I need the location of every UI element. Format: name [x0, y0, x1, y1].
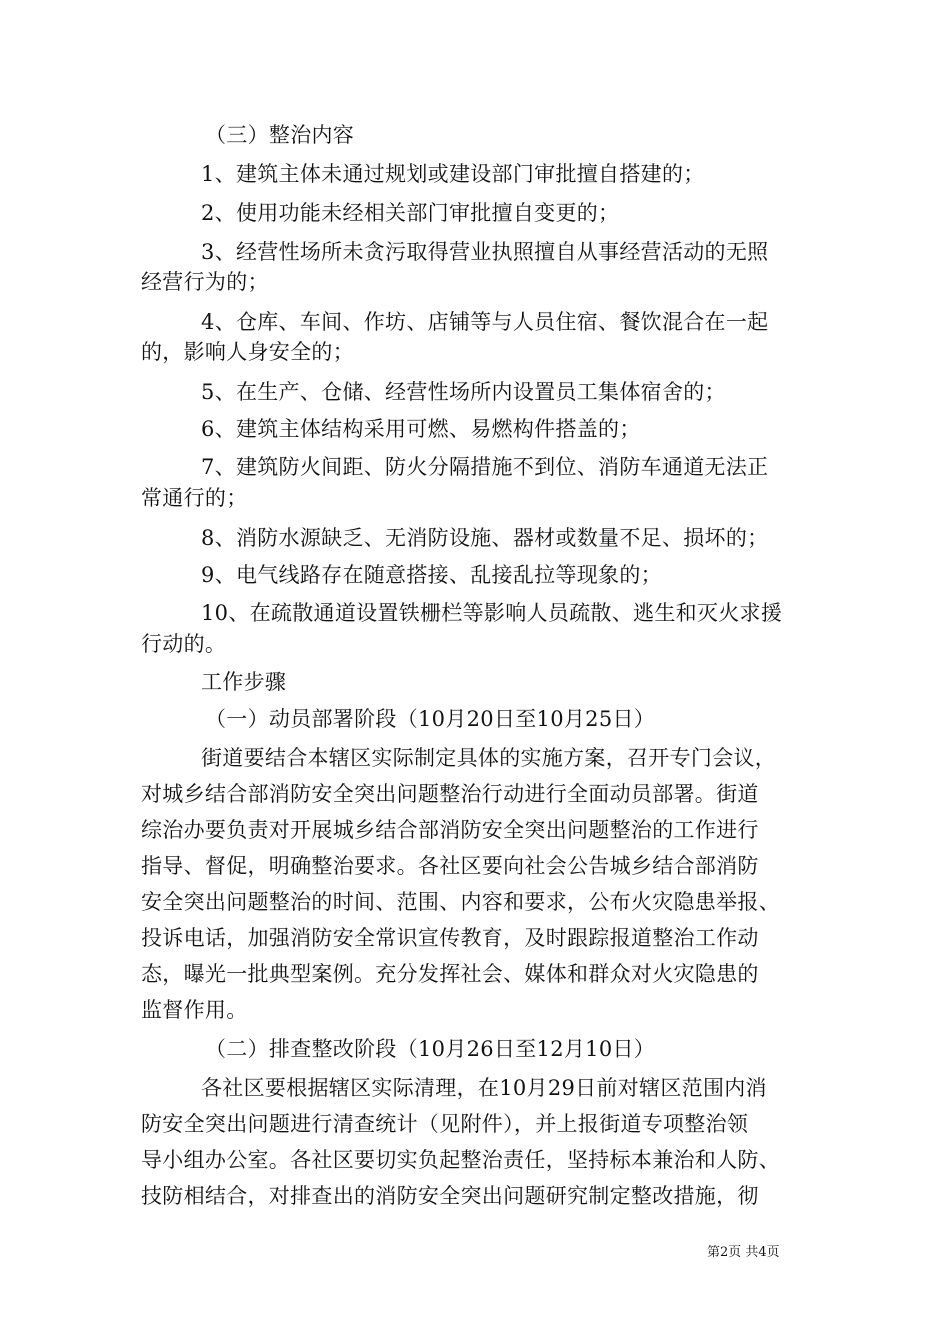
list-item-7-continued: 常通行的；: [141, 486, 248, 510]
list-item-5: 5、在生产、仓储、经营性场所内设置员工集体宿舍的；: [201, 380, 726, 404]
paragraph-line: 各社区要根据辖区实际清理，在10月29日前对辖区范围内消: [201, 1076, 767, 1100]
paragraph-line: 街道要结合本辖区实际制定具体的实施方案，召开专门会议，: [201, 746, 777, 770]
list-item-3-continued: 经营行为的；: [141, 270, 269, 294]
paragraph-line: 态，曝光一批典型案例。充分发挥社会、媒体和群众对火灾隐患的: [141, 962, 759, 986]
section-heading-rectification-content: （三）整治内容: [205, 123, 355, 147]
list-item-9: 9、电气线路存在随意搭接、乱接乱拉等现象的；: [201, 563, 662, 587]
section-heading-work-steps: 工作步骤: [201, 670, 287, 694]
subheading-mobilization-stage: （一）动员部署阶段（10月20日至10月25日）: [205, 707, 656, 731]
list-item-7: 7、建筑防火间距、防火分隔措施不到位、消防车通道无法正: [201, 455, 769, 479]
list-item-10-continued: 行动的。: [141, 632, 227, 656]
list-item-10: 10、在疏散通道设置铁栅栏等影响人员疏散、逃生和灭火求援: [201, 601, 783, 625]
paragraph-line: 安全突出问题整治的时间、范围、内容和要求，公布火灾隐患举报、: [141, 890, 780, 914]
paragraph-line: 对城乡结合部消防安全突出问题整治行动进行全面动员部署。街道: [141, 782, 759, 806]
paragraph-line: 防安全突出问题进行清查统计（见附件），并上报街道专项整治领: [141, 1112, 749, 1136]
paragraph-line: 投诉电话，加强消防安全常识宣传教育，及时跟踪报道整治工作动: [141, 926, 759, 950]
paragraph-line: 技防相结合，对排查出的消防安全突出问题研究制定整改措施，彻: [141, 1184, 759, 1208]
list-item-3: 3、经营性场所未贪污取得营业执照擅自从事经营活动的无照: [201, 240, 769, 264]
paragraph-line: 综治办要负责对开展城乡结合部消防安全突出问题整治的工作进行: [141, 818, 759, 842]
list-item-2: 2、使用功能未经相关部门审批擅自变更的；: [201, 201, 620, 225]
list-item-1: 1、建筑主体未通过规划或建设部门审批擅自搭建的；: [201, 162, 705, 186]
paragraph-line: 导小组办公室。各社区要切实负起整治责任，坚持标本兼治和人防、: [141, 1148, 780, 1172]
list-item-6: 6、建筑主体结构采用可燃、易燃构件搭盖的；: [201, 417, 641, 441]
list-item-8: 8、消防水源缺乏、无消防设施、器材或数量不足、损坏的；: [201, 526, 769, 550]
list-item-4: 4、仓库、车间、作坊、店铺等与人员住宿、餐饮混合在一起: [201, 310, 769, 334]
page-number-footer: 第2页 共4页: [707, 1245, 780, 1260]
paragraph-line: 监督作用。: [141, 998, 248, 1022]
subheading-inspection-rectification-stage: （二）排查整改阶段（10月26日至12月10日）: [205, 1037, 656, 1061]
paragraph-line: 指导、督促，明确整治要求。各社区要向社会公告城乡结合部消防: [141, 854, 759, 878]
list-item-4-continued: 的，影响人身安全的；: [141, 340, 354, 364]
